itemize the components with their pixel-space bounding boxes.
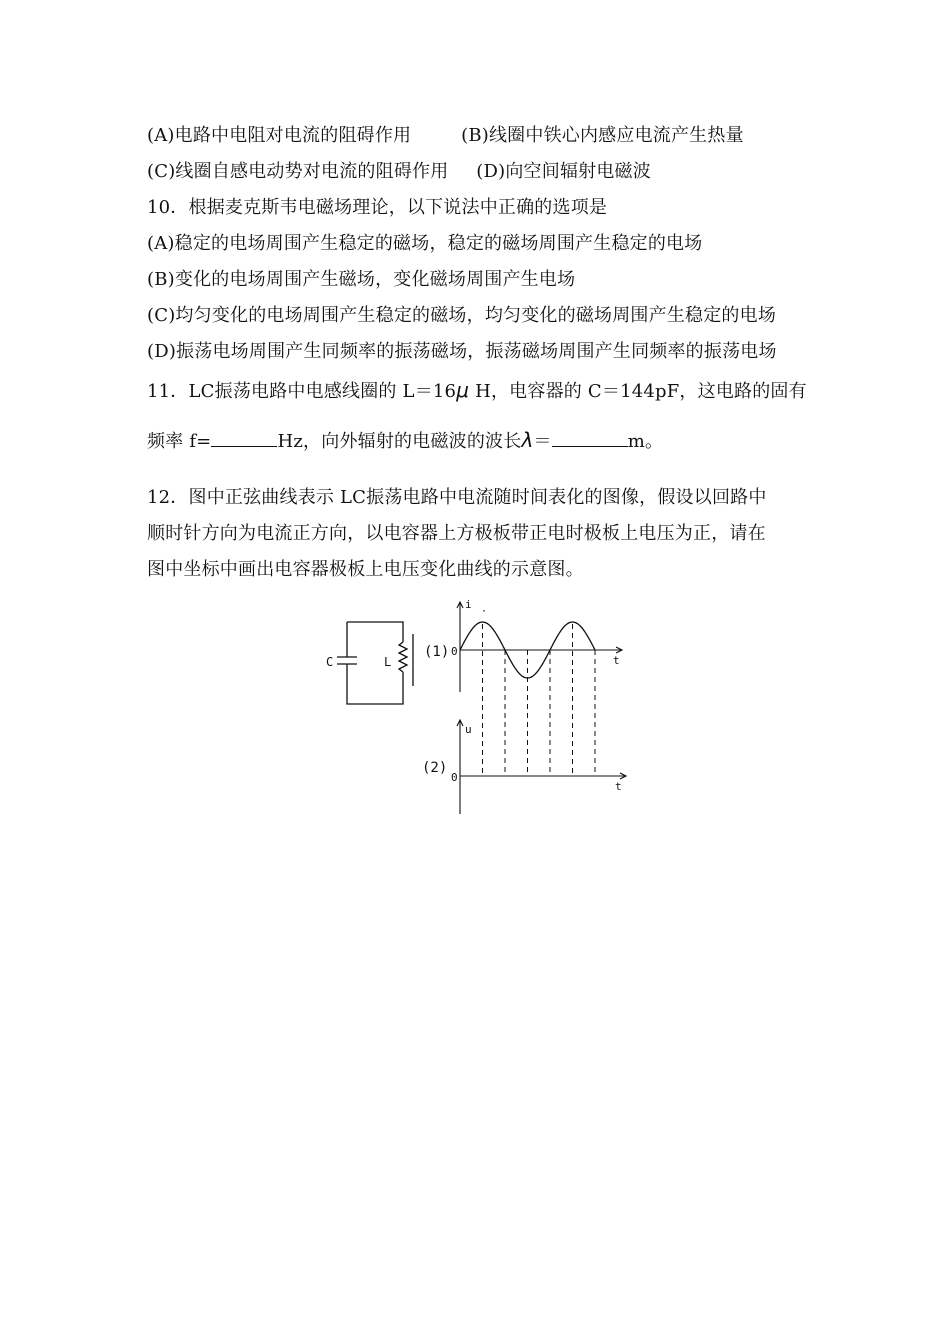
q12-line-2: 顺时针方向为电流正方向，以电容器上方极板带正电时极板上电压为正，请在 (147, 523, 766, 544)
q9-options-row-1 (147, 124, 744, 148)
wavelength-answer-blank[interactable] (552, 428, 628, 447)
lambda-symbol: λ (521, 428, 534, 452)
q11-text-2: H，电容器的 C＝144pF，这电路的固有 (469, 381, 807, 402)
q12-line-1: 12．图中正弦曲线表示 LC振荡电路中电流随时间表化的图像，假设以回路中 (147, 487, 767, 508)
q9-option-c: (C)线圈自感电动势对电流的阻碍作用 (147, 161, 449, 182)
q9-option-b: (B)线圈中铁心内感应电流产生热量 (461, 125, 744, 146)
inductor-coil-icon (399, 642, 407, 672)
dashed-guide-lines (483, 624, 596, 776)
q12-line-3: 图中坐标中画出电容器极板上电压变化曲线的示意图。 (147, 559, 584, 580)
frequency-answer-blank[interactable] (211, 428, 277, 447)
graph-1-i-label: i (465, 598, 472, 611)
q9-options-row-2 (147, 160, 651, 184)
lc-circuit-diagram (337, 622, 413, 704)
q11-line-1 (147, 378, 807, 404)
lc-circuit-figure (318, 594, 630, 816)
q11-text-3: 频率 f= (147, 431, 212, 452)
circuit-top-wire (347, 622, 403, 642)
graph-2-u-label: u (465, 723, 472, 736)
circuit-bottom-wire (347, 664, 403, 704)
graph-2-origin-label: 0 (451, 771, 458, 784)
q10-option-d: (D)振荡电场周围产生同频率的振荡磁场，振荡磁场周围产生同频率的振荡电场 (147, 341, 777, 362)
graph-1-origin-label: 0 (451, 645, 458, 658)
q10-option-a: (A)稳定的电场周围产生稳定的磁场，稳定的磁场周围产生稳定的电场 (147, 233, 703, 254)
capacitor-label: C (326, 655, 334, 669)
graph-1-label: (1) (424, 644, 450, 660)
q11-text-4: Hz，向外辐射的电磁波的波长 (277, 431, 522, 452)
q11-text-6: m。 (627, 431, 664, 452)
q11-line-2 (147, 428, 663, 454)
graph-1-t-label: t (613, 654, 620, 667)
q10-stem: 10．根据麦克斯韦电磁场理论，以下说法中正确的选项是 (147, 197, 608, 218)
q11-text-5: ＝ (533, 431, 552, 452)
mu-symbol: μ (456, 378, 470, 402)
q11-text-1: 11．LC振荡电路中电感线圈的 L＝16 (147, 381, 457, 402)
graph-2-label: (2) (422, 760, 448, 776)
inductor-label: L (384, 655, 392, 669)
graph-2-t-label: t (615, 780, 622, 793)
q9-option-d: (D)向空间辐射电磁波 (476, 161, 651, 182)
peak-marker-dot: · (481, 606, 488, 617)
q10-option-b: (B)变化的电场周围产生磁场，变化磁场周围产生电场 (147, 269, 576, 290)
q9-option-a: (A)电路中电阻对电流的阻碍作用 (147, 125, 412, 146)
q10-option-c: (C)均匀变化的电场周围产生稳定的磁场，均匀变化的磁场周围产生稳定的电场 (147, 305, 777, 326)
